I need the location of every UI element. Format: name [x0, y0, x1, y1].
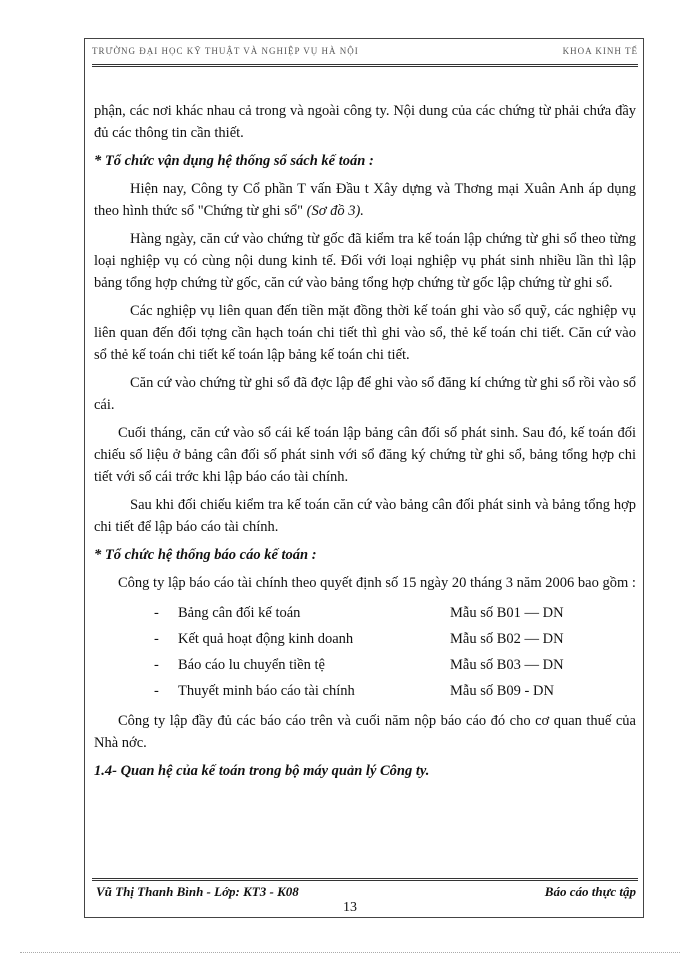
list-item [154, 678, 636, 704]
report-code: Mẫu số B03 — DN [450, 657, 564, 673]
paragraph-6: Cuối tháng, căn cứ vào sổ cái kế toán lập bảng cân đối số phát sinh. Sau đó, kế toán đối chiếu số liệu ở bảng cân đối số phát sinh với sổ đăng ký chứng từ ghi sổ, bảng tổng hợp chi tiết với sổ cái trớc khi lập báo cáo tài chính. [94, 425, 636, 485]
report-name: Bảng cân đối kế toán [178, 605, 301, 621]
page-bottom-edge [20, 952, 680, 953]
section-heading-reports: * Tổ chức hệ thống báo cáo kế toán : [94, 547, 317, 563]
list-dash: - [154, 657, 159, 673]
footer-report-title: Báo cáo thực tập [544, 884, 636, 899]
page-header [92, 46, 638, 62]
list-dash: - [154, 631, 159, 647]
report-code: Mẫu số B01 — DN [450, 605, 564, 621]
report-name: Thuyết minh báo cáo tài chính [178, 683, 355, 699]
paragraph-8: Công ty lập báo cáo tài chính theo quyết định số 15 ngày 20 tháng 3 năm 2006 bao gồm : [118, 575, 636, 591]
document-body [94, 100, 636, 788]
paragraph-4: Các nghiệp vụ liên quan đến tiền mặt đồng thời kế toán ghi vào sổ quỹ, các nghiệp vụ liên quan đến đối tợng cần hạch toán chi tiết thì ghi vào sổ, thẻ kế toán chi tiết. Căn cứ vào sổ thẻ kế toán chi tiết kế toán lập bảng kế toán chi tiết. [94, 303, 636, 363]
report-code: Mẫu số B02 — DN [450, 631, 564, 647]
page-number: 13 [343, 900, 357, 915]
section-heading-relations: 1.4- Quan hệ của kế toán trong bộ máy quản lý Công ty. [94, 763, 430, 779]
paragraph-2-text: Hiện nay, Công ty Cổ phần T vấn Đầu t Xây dựng và Thơng mại Xuân Anh áp dụng theo hình thức sổ "Chứng từ ghi sổ" [94, 181, 636, 219]
report-list [154, 600, 636, 704]
paragraph-3: Hàng ngày, căn cứ vào chứng từ gốc đã kiểm tra kế toán lập chứng từ ghi sổ theo từng loại nghiệp vụ có cùng nội dung kinh tế. Đối với loại nghiệp vụ phát sinh nhiều lần thì lập bảng tổng hợp chứng từ gốc, căn cứ vào bảng tổng hợp chứng từ gốc lập chứng từ ghi sổ. [94, 231, 636, 291]
report-name: Báo cáo lu chuyển tiền tệ [178, 657, 325, 673]
paragraph-2 [94, 178, 636, 222]
list-item [154, 652, 636, 678]
report-name: Kết quả hoạt động kinh doanh [178, 631, 354, 647]
list-item [154, 626, 636, 652]
diagram-reference: (Sơ đồ 3). [306, 203, 364, 219]
paragraph-1: phận, các nơi khác nhau cả trong và ngoài công ty. Nội dung của các chứng từ phải chứa đầy đủ các thông tin cần thiết. [94, 103, 636, 141]
list-dash: - [154, 605, 159, 621]
footer-author: Vũ Thị Thanh Bình - Lớp: KT3 - K08 [96, 884, 299, 899]
list-dash: - [154, 683, 159, 699]
list-item [154, 600, 636, 626]
header-faculty: KHOA KINH TẾ [562, 46, 638, 56]
section-heading-bookkeeping: * Tổ chức vận dụng hệ thống sổ sách kế toán : [94, 153, 374, 169]
paragraph-5: Căn cứ vào chứng từ ghi sổ đã đợc lập để ghi vào sổ đăng kí chứng từ ghi sổ rồi vào sổ cái. [94, 375, 636, 413]
report-code: Mẫu số B09 - DN [450, 683, 554, 699]
paragraph-7: Sau khi đối chiếu kiểm tra kế toán căn cứ vào bảng cân đối phát sinh và bảng tổng hợp chi tiết để lập báo cáo tài chính. [94, 497, 636, 535]
header-divider [92, 64, 638, 67]
header-school: TRƯỜNG ĐẠI HỌC KỸ THUẬT VÀ NGHIỆP VỤ HÀ NỘI [92, 46, 359, 56]
paragraph-9: Công ty lập đầy đủ các báo cáo trên và cuối năm nộp báo cáo đó cho cơ quan thuế của Nhà nớc. [94, 713, 636, 751]
footer-divider [92, 878, 638, 881]
